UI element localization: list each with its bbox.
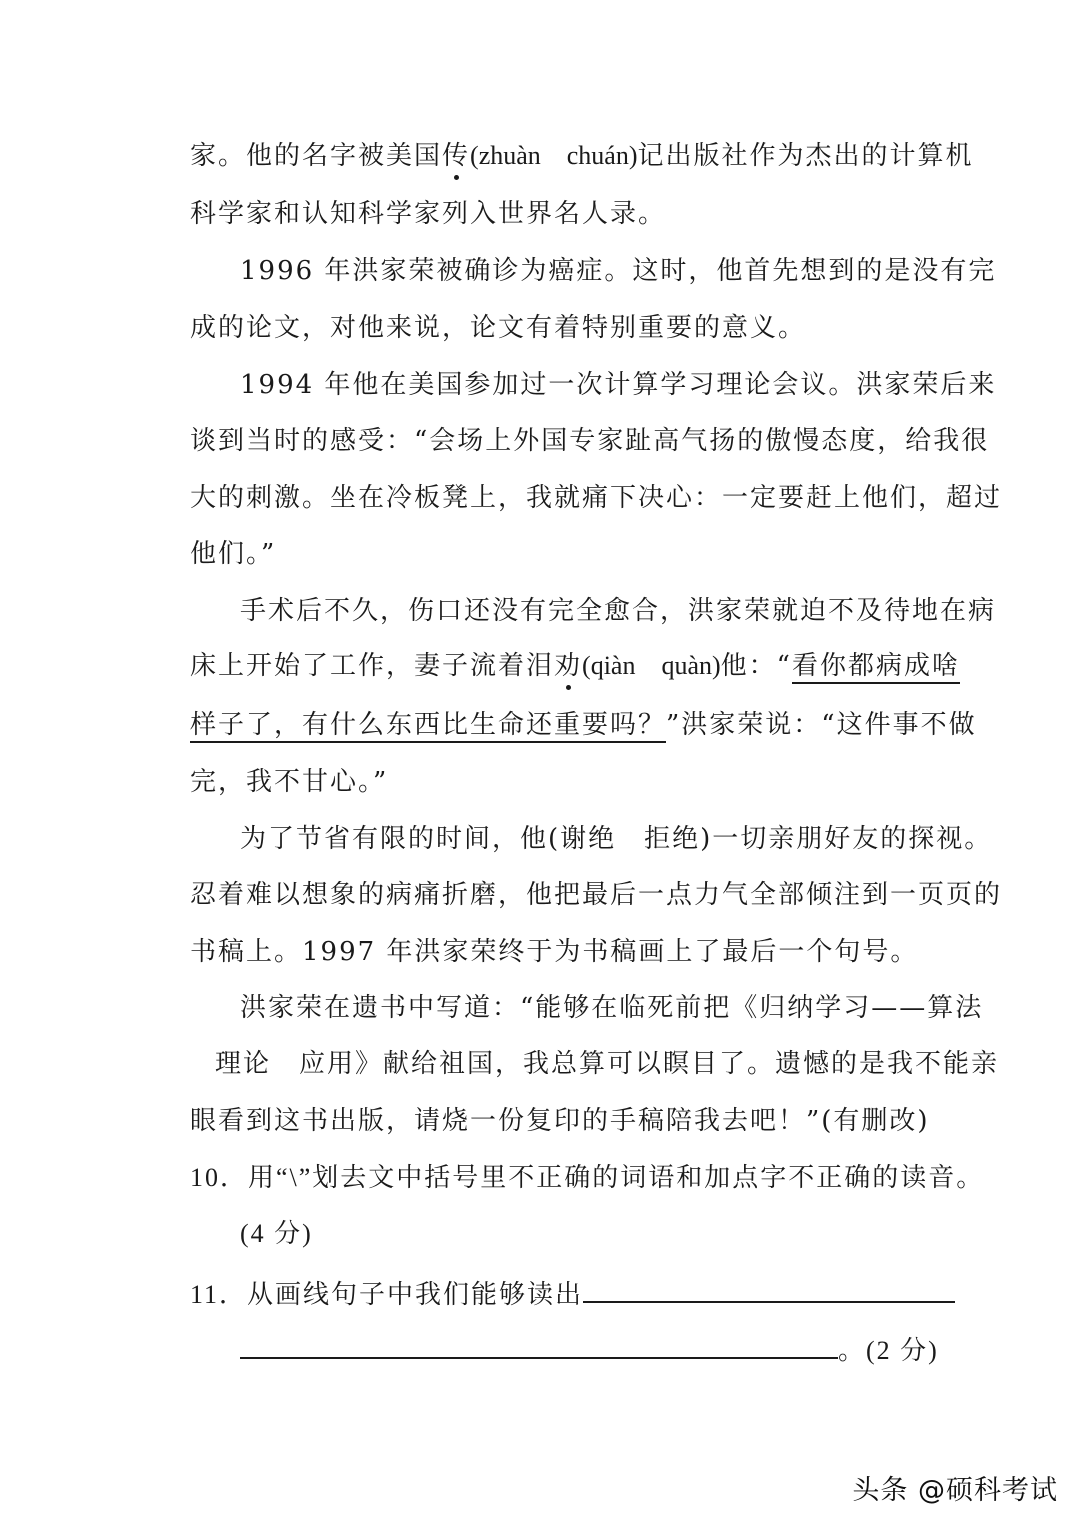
- passage-line: 科学家和认知科学家列入世界名人录。: [190, 199, 667, 229]
- passage-line: [190, 136, 974, 176]
- passage-line: 书稿上。1997 年洪家荣终于为书稿画上了最后一个句号。: [190, 937, 919, 967]
- passage-line: [190, 705, 977, 745]
- passage-line: [190, 646, 960, 686]
- question-11-score: 。(2 分): [838, 1336, 939, 1365]
- underlined-sentence: 看你都病成啥: [792, 651, 960, 684]
- passage-line: 1994 年他在美国参加过一次计算学习理论会议。洪家荣后来: [240, 370, 997, 400]
- passage-line: 忍着难以想象的病痛折磨，他把最后一点力气全部倾注到一页页的: [190, 880, 1003, 910]
- text: 记出版社作为杰出的计算机: [637, 141, 974, 171]
- question-10-score: (4 分): [240, 1219, 313, 1248]
- answer-blank[interactable]: [240, 1327, 838, 1359]
- passage-line: 手术后不久，伤口还没有完全愈合，洪家荣就迫不及待地在病: [240, 596, 997, 626]
- pinyin-options: (zhuàn chuán): [470, 141, 638, 170]
- passage-line: 为了节省有限的时间，他(谢绝 拒绝)一切亲朋好友的探视。: [240, 824, 993, 854]
- text: 床上开始了工作，妻子流着泪: [190, 651, 555, 681]
- question-11-line2: [240, 1327, 939, 1371]
- dotted-char: 传: [442, 136, 470, 176]
- question-11-text: 11．从画线句子中我们能够读出: [190, 1280, 584, 1309]
- passage-line: 完，我不甘心。”: [190, 767, 389, 797]
- passage-line: 大的刺激。坐在冷板凳上，我就痛下决心：一定要赶上他们，超过: [190, 483, 1003, 513]
- passage-line: 理论 应用》献给祖国，我总算可以瞑目了。遗憾的是我不能亲: [215, 1049, 1000, 1079]
- question-10: 10．用“\”划去文中括号里不正确的词语和加点字不正确的读音。: [190, 1163, 985, 1192]
- passage-line: 成的论文，对他来说，论文有着特别重要的意义。: [190, 313, 807, 343]
- question-11: [190, 1271, 920, 1315]
- passage-line: 1996 年洪家荣被确诊为癌症。这时，他首先想到的是没有完: [240, 256, 997, 286]
- text: 家。他的名字被美国: [190, 141, 443, 171]
- passage-line: 洪家荣在遗书中写道：“能够在临死前把《归纳学习——算法: [240, 993, 984, 1023]
- watermark: 头条 @硕科考试: [852, 1475, 1058, 1506]
- pinyin-options: (qiàn quàn): [582, 651, 721, 680]
- text: 他：“: [720, 651, 792, 681]
- passage-line: 他们。”: [190, 539, 277, 569]
- dotted-char: 劝: [554, 646, 582, 686]
- answer-blank[interactable]: [583, 1271, 955, 1303]
- passage-line: 眼看到这书出版，请烧一份复印的手稿陪我去吧！”(有删改): [190, 1106, 930, 1136]
- underlined-sentence: 样子了，有什么东西比生命还重要吗？: [190, 710, 666, 743]
- passage-line: 谈到当时的感受：“会场上外国专家趾高气扬的傲慢态度，给我很: [190, 426, 990, 456]
- text: ”洪家荣说：“这件事不做: [666, 710, 977, 740]
